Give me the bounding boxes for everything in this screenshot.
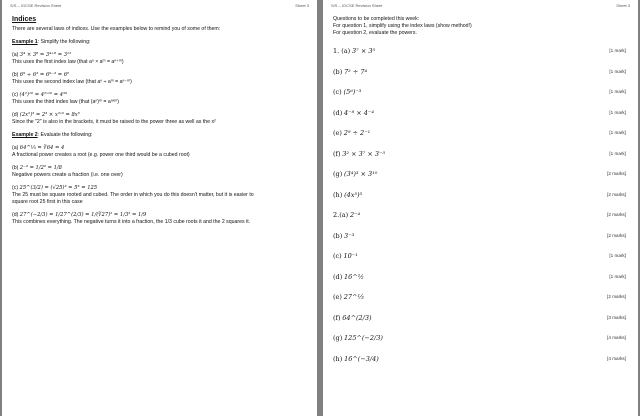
question-label: (f) [333, 313, 341, 322]
example2-label: Example 2 [12, 132, 38, 138]
example-label: (b) [12, 165, 19, 171]
question-row [333, 82, 628, 103]
question-expression: 16^½ [344, 272, 365, 281]
question-row [333, 226, 628, 247]
question-row [333, 246, 628, 267]
question-expression: 7² ÷ 7⁴ [344, 67, 368, 76]
question-expression: (5⁶)⁻³ [343, 88, 362, 96]
example-1d [12, 112, 307, 119]
question-list [333, 41, 628, 369]
example-label: (d) [12, 212, 19, 218]
page-header-left: S/S – IGCSE Revision Sheet [331, 3, 383, 8]
example-note: This uses the third index law (that (aⁿ)ᵐ = aⁿˣᵐ) [12, 99, 120, 105]
example-note: Negative powers create a fraction (i.e. one over) [12, 172, 123, 178]
question-marks: [2 marks] [607, 294, 626, 299]
question-marks: [2 marks] [607, 171, 626, 176]
page-title: Indices [12, 16, 37, 23]
intro-text: There are several laws of indices. Use the examples below to remind you of some of them: [12, 26, 221, 32]
example-label: (c) [12, 92, 19, 98]
question-marks: [4 marks] [607, 335, 626, 340]
left-page [2, 0, 317, 416]
example-label: (c) [12, 185, 19, 191]
example-note: Since the "2" is also in the brackets, it must be raised to the power three as well as the x² [12, 119, 216, 125]
question-row [333, 41, 628, 62]
question-marks: [2 marks] [607, 232, 626, 238]
question-row [333, 308, 628, 329]
example-math: 64^⅓ = ∛64 = 4 [19, 145, 65, 151]
question-row [333, 164, 628, 185]
instructions-line-1: Questions to be completed this week: [333, 16, 420, 22]
question-expression: 27^⅓ [343, 293, 364, 301]
question-label: (c) [333, 88, 342, 96]
question-marks: [1 mark] [609, 253, 626, 258]
question-expression: 125^(−2/3) [344, 334, 383, 342]
example-1a [12, 52, 307, 59]
example1-text: : Simplify the following: [37, 39, 91, 45]
example-1c [12, 92, 307, 99]
example-label: (d) [12, 112, 19, 118]
example-2b [12, 165, 307, 172]
question-label: (f) [333, 149, 341, 158]
example-2c [12, 185, 307, 192]
example-note: A fractional power creates a root (e.g. power one third would be a cubed root) [12, 152, 190, 158]
question-label: (h) [333, 190, 343, 199]
question-marks: [1 mark] [609, 89, 626, 94]
question-marks: [3 marks] [607, 314, 626, 320]
question-row [333, 144, 628, 165]
instructions-line-2: For question 1, simplify using the index laws (show method!) [333, 23, 472, 29]
left-page-content [12, 16, 307, 226]
question-row [333, 205, 628, 226]
example-math: 27^(−2/3) = 1/27^(2/3) = 1/(∛27)² = 1/3² = 1/9 [19, 212, 147, 218]
question-marks: [1 mark] [609, 130, 626, 135]
example-note: The 25 must be square rooted and cubed. The order in which you do this doesn't matter, but it is easier to [12, 192, 254, 198]
example-note: This uses the first index law (that aⁿ × aᵐ = aⁿ⁺ᵐ) [12, 59, 124, 65]
question-marks: [4 marks] [607, 355, 626, 361]
question-label: (d) [333, 272, 343, 281]
example-math: 25^(3/2) = (√25)³ = 5³ = 125 [19, 185, 98, 191]
example-note: This uses the second index law (that aⁿ ÷ aᵐ = aⁿ⁻ᵐ) [12, 79, 132, 85]
example-label: (a) [12, 52, 19, 58]
question-marks: [1 mark] [609, 150, 626, 156]
instructions-line-3: For question 2, evaluate the powers. [333, 30, 417, 36]
question-marks: [1 mark] [609, 48, 626, 53]
question-label: (g) [333, 334, 343, 342]
right-page-content [333, 16, 628, 369]
question-label: (e) [333, 129, 342, 137]
question-label: (d) [333, 108, 343, 117]
example-2a [12, 145, 307, 152]
example-2d [12, 212, 307, 219]
question-row [333, 267, 628, 288]
question-label: (b) [333, 231, 343, 240]
question-expression: 2⁹ ÷ 2⁻¹ [343, 129, 371, 137]
question-label: (g) [333, 170, 343, 178]
question-expression: 2⁻⁴ [349, 211, 361, 219]
page-header-sheet: Sheet 3 [616, 3, 630, 8]
question-label: (b) [333, 67, 343, 76]
question-label: (e) [333, 293, 342, 301]
question-expression: 3⁻³ [344, 231, 355, 240]
question-expression: 16^(−3/4) [344, 354, 379, 363]
example-label: (a) [12, 145, 19, 151]
question-row [333, 123, 628, 144]
example2-text: : Evaluate the following: [37, 132, 93, 138]
example1-heading [12, 39, 307, 46]
page-header-left: S/S – IGCSE Revision Sheet [10, 3, 62, 8]
question-expression: 3² × 3⁷ × 3⁻⁵ [342, 149, 386, 158]
example-note: This combines everything. The negative turns it into a fraction, the 1/3 cube roots it and the 2 squares it. [12, 219, 251, 225]
example-note: square root 25 first in this case [12, 199, 83, 205]
question-expression: 64^(2/3) [342, 313, 372, 322]
question-label: 2.(a) [333, 211, 349, 219]
question-marks: [1 mark] [609, 109, 626, 115]
question-expression: 3⁷ × 3⁵ [352, 47, 376, 55]
question-label: (c) [333, 252, 342, 260]
question-marks: [2 marks] [607, 212, 626, 217]
question-row [333, 103, 628, 124]
question-row [333, 287, 628, 308]
question-expression: (4x³)³ [344, 190, 363, 199]
example1-label: Example 1 [12, 39, 38, 45]
example-math: (4²)¹⁰ = 4²ˣ¹⁰ = 4²⁰ [19, 92, 68, 98]
question-label: (h) [333, 354, 343, 363]
question-marks: [1 mark] [609, 273, 626, 279]
page-header-sheet: Sheet 3 [295, 3, 309, 8]
example-math: 6⁹ ÷ 6³ = 6⁹⁻³ = 6⁶ [19, 72, 70, 78]
question-row [333, 349, 628, 370]
example2-heading [12, 132, 307, 139]
question-marks: [2 marks] [607, 191, 626, 197]
right-page [323, 0, 638, 416]
example-label: (b) [12, 72, 19, 78]
question-expression: (3⁴)³ × 3¹⁰ [344, 170, 378, 178]
example-1b [12, 72, 307, 79]
example-math: 3⁴ × 3⁸ = 3⁴⁺⁸ = 3¹² [19, 52, 72, 58]
example-math: 2⁻³ = 1/2³ = 1/8 [19, 165, 62, 171]
question-row [333, 185, 628, 206]
question-expression: 10⁻¹ [343, 252, 358, 260]
question-row [333, 328, 628, 349]
question-marks: [1 mark] [609, 68, 626, 74]
example-math: (2x²)³ = 2³ × x²ˣ³ = 8x⁶ [19, 112, 80, 118]
question-row [333, 62, 628, 83]
question-label: 1. (a) [333, 47, 351, 55]
question-expression: 4⁻⁸ × 4⁻⁴ [344, 108, 374, 117]
